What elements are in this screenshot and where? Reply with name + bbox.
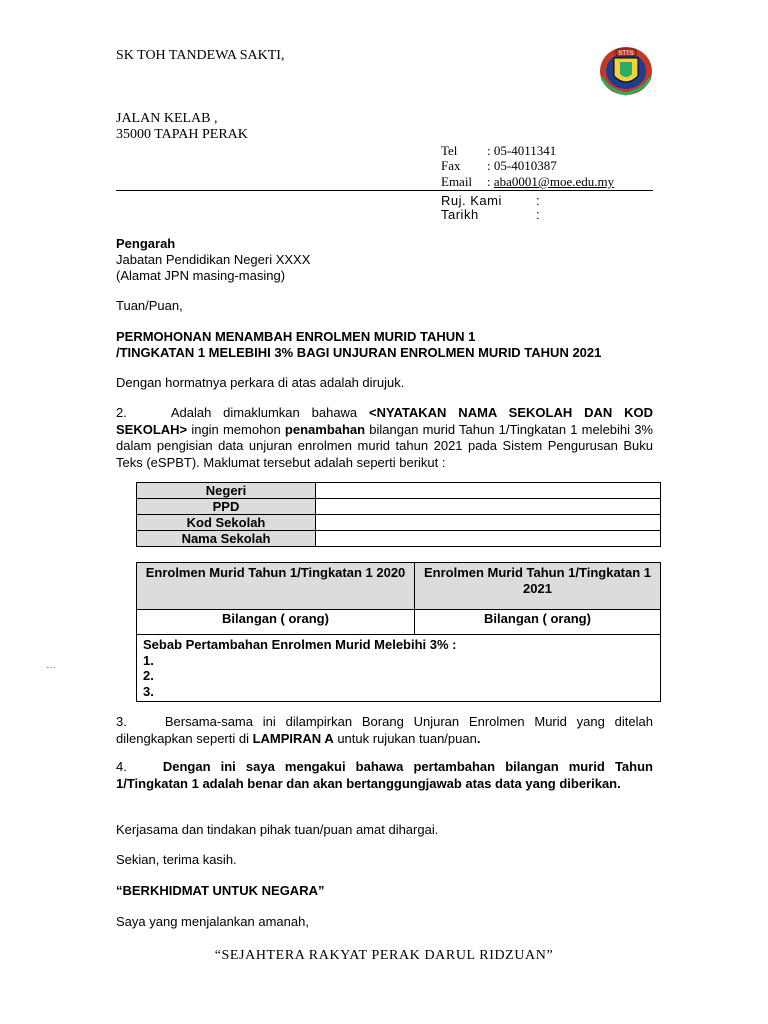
paragraph-3 (116, 713, 653, 747)
info-label-negeri: Negeri (137, 483, 316, 499)
info-value-ppd[interactable] (316, 499, 661, 515)
school-name: SK TOH TANDEWA SAKTI, (116, 48, 285, 63)
paragraph-6: Sekian, terima kasih. (116, 852, 237, 867)
ruj-label: Ruj. Kami (441, 193, 502, 208)
para3-text-c: untuk rujukan tuan/puan (333, 731, 477, 746)
para4-number: 4. (116, 759, 127, 774)
tel-label: Tel (441, 143, 458, 158)
footer-slogan: “SEJAHTERA RAKYAT PERAK DARUL RIDZUAN” (214, 948, 554, 963)
recipient-line-2: Jabatan Pendidikan Negeri XXXX (116, 252, 311, 267)
reason-item-2: 2. (143, 668, 154, 683)
info-label-ppd: PPD (137, 499, 316, 515)
enrol-count-2020[interactable]: Bilangan ( orang) (137, 610, 415, 635)
ruj-colon: : (536, 193, 540, 208)
reason-label: Sebab Pertambahan Enrolmen Murid Melebihi 3% : (143, 637, 457, 652)
paragraph-4 (116, 759, 653, 792)
email-colon: : (487, 174, 491, 189)
paragraph-1: Dengan hormatnya perkara di atas adalah dirujuk. (116, 375, 405, 390)
header-divider (116, 190, 653, 191)
logo-text: STTS (618, 51, 634, 57)
school-info-table (136, 482, 661, 547)
table-row (137, 563, 661, 610)
para3-text-d: . (476, 731, 481, 746)
info-label-kod-sekolah: Kod Sekolah (137, 515, 316, 531)
email-link[interactable]: aba0001@moe.edu.my (493, 174, 615, 189)
enrolment-table (136, 562, 661, 702)
table-row (137, 499, 661, 515)
email-row (487, 174, 614, 190)
subject-line-2: /TINGKATAN 1 MELEBIHI 3% BAGI UNJURAN ENROLMEN MURID TAHUN 2021 (116, 345, 602, 360)
paragraph-5: Kerjasama dan tindakan pihak tuan/puan amat dihargai. (116, 822, 439, 837)
motto: “BERKHIDMAT UNTUK NEGARA” (116, 883, 325, 898)
salutation: Tuan/Puan, (116, 298, 183, 313)
enrol-header-2021 (415, 563, 661, 610)
table-row (137, 610, 661, 635)
enrol-header-2021-year: 2021 (523, 581, 552, 596)
para2-school-placeholder: <NYATAKAN NAMA SEKOLAH DAN KOD SEKOLAH> (116, 405, 654, 437)
reason-cell[interactable] (137, 635, 661, 702)
table-row (137, 531, 661, 547)
enrol-count-2021[interactable]: Bilangan ( orang) (415, 610, 661, 635)
table-row (137, 515, 661, 531)
side-mark: … (46, 660, 56, 671)
recipient-title: Pengarah (116, 236, 176, 251)
enrol-header-2021-title: Enrolmen Murid Tahun 1/Tingkatan 1 (423, 565, 652, 580)
address-line-2: 35000 TAPAH PERAK (116, 127, 248, 142)
tel-value: : 05-4011341 (487, 143, 557, 158)
info-value-negeri[interactable] (316, 483, 661, 499)
para2-text-a: Adalah dimaklumkan bahawa (170, 405, 370, 420)
para4-text: Dengan ini saya mengakui bahawa pertambahan bilangan murid Tahun 1/Tingkatan 1 adalah benar dan akan bertanggungjawab atas data yang diberikan. (116, 759, 653, 791)
paragraph-2 (116, 405, 653, 471)
tarikh-colon: : (536, 207, 540, 222)
table-row (137, 635, 661, 702)
para2-number: 2. (116, 405, 127, 420)
para3-text-a: Bersama-sama ini dilampirkan Borang Unjuran Enrolmen Murid yang ditelah dilengkapkan seperti di (116, 714, 653, 746)
reason-item-3: 3. (143, 683, 154, 699)
fax-value: : 05-4010387 (487, 158, 557, 173)
para3-lampiran: LAMPIRAN A (252, 731, 334, 746)
para3-number: 3. (116, 714, 127, 729)
school-logo-icon (598, 44, 654, 98)
closing: Saya yang menjalankan amanah, (116, 914, 309, 929)
reason-item-1: 1. (143, 652, 154, 668)
enrol-header-2020: Enrolmen Murid Tahun 1/Tingkatan 1 2020 (137, 563, 415, 610)
para2-text-e: bilangan murid Tahun 1/Tingkatan 1 melebihi 3% dalam pengisian data unjuran enrolmen murid tahun 2021 pada Sistem Pengurusan Buku Teks (eSPBT). Maklumat tersebut adalah seperti berikut : (116, 421, 653, 470)
email-label: Email (441, 174, 473, 189)
info-value-kod-sekolah[interactable] (316, 515, 661, 531)
para2-text-d: penambahan (284, 421, 366, 437)
recipient-line-3: (Alamat JPN masing-masing) (116, 268, 286, 283)
address-line-1: JALAN KELAB , (116, 111, 218, 126)
subject-line-1: PERMOHONAN MENAMBAH ENROLMEN MURID TAHUN 1 (116, 329, 476, 344)
para2-text-c: ingin memohon (187, 421, 285, 437)
fax-label: Fax (441, 158, 461, 173)
info-label-nama-sekolah: Nama Sekolah (137, 531, 316, 547)
info-value-nama-sekolah[interactable] (316, 531, 661, 547)
tarikh-label: Tarikh (441, 207, 479, 222)
table-row (137, 483, 661, 499)
